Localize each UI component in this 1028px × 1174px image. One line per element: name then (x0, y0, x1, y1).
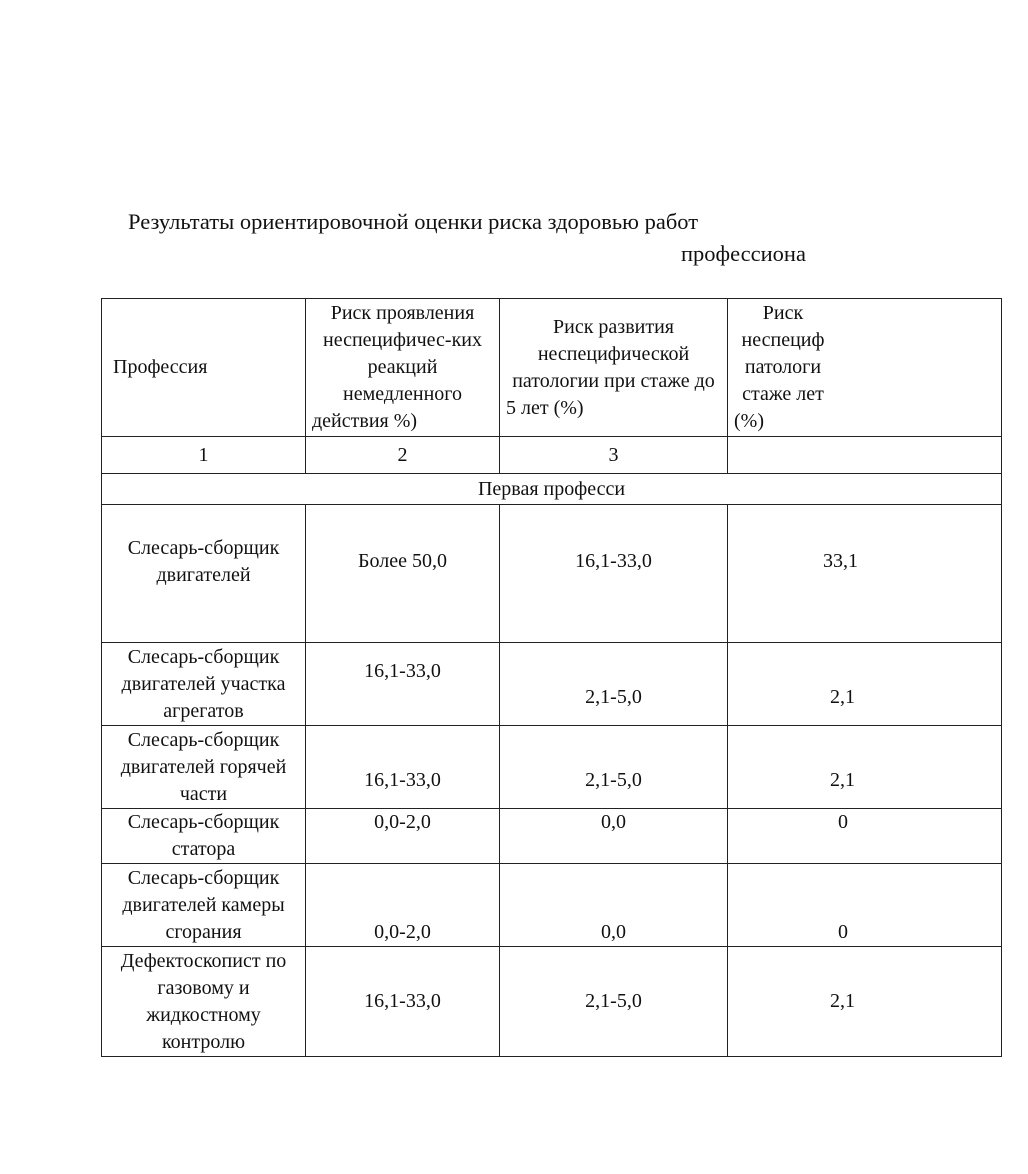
profession-cell: Дефектоскопист по газовому и жидкостному контролю (102, 947, 306, 1057)
value-cell: 0 (728, 864, 1002, 947)
value-cell: 16,1-33,0 (306, 947, 500, 1057)
column-number (728, 437, 1002, 474)
value-cell: 16,1-33,0 (306, 643, 500, 726)
table-row (102, 505, 1002, 643)
value-cell: 0,0-2,0 (306, 809, 500, 864)
header-cell: Риск проявления неспецифичес-ких реакций немедленного действия %) (306, 299, 500, 437)
value-cell: 0,0-2,0 (306, 864, 500, 947)
value-cell: 16,1-33,0 (306, 726, 500, 809)
value-cell: 33,1 (728, 505, 1002, 643)
value-cell: 2,1-5,0 (500, 947, 728, 1057)
document-title: Результаты ориентировочной оценки риска здоровью работ (128, 209, 699, 234)
profession-cell: Слесарь-сборщик двигателей (102, 505, 306, 643)
value-cell: 0,0 (500, 809, 728, 864)
value-cell: Более 50,0 (306, 505, 500, 643)
table-header-row (102, 299, 1002, 437)
table-row (102, 947, 1002, 1057)
document-title-line2: профессиона (681, 241, 806, 266)
profession-cell: Слесарь-сборщик двигателей горячей части (102, 726, 306, 809)
table-row (102, 809, 1002, 864)
value-cell: 2,1-5,0 (500, 643, 728, 726)
profession-cell: Слесарь-сборщик двигателей камеры сгорания (102, 864, 306, 947)
column-number: 2 (306, 437, 500, 474)
column-number: 1 (102, 437, 306, 474)
value-cell: 2,1-5,0 (500, 726, 728, 809)
header-cell: Риск развития неспецифической патологии при стаже до 5 лет (%) (500, 299, 728, 437)
value-cell: 2,1 (728, 947, 1002, 1057)
value-cell: 16,1-33,0 (500, 505, 728, 643)
profession-cell: Слесарь-сборщик статора (102, 809, 306, 864)
column-number-row (102, 437, 1002, 474)
profession-cell: Слесарь-сборщик двигателей участка агрегатов (102, 643, 306, 726)
value-cell: 2,1 (728, 643, 1002, 726)
table-row (102, 864, 1002, 947)
table-row (102, 643, 1002, 726)
column-number: 3 (500, 437, 728, 474)
risk-table (101, 298, 1002, 1057)
value-cell: 0,0 (500, 864, 728, 947)
section-title: Первая професси (102, 474, 1002, 505)
table-row (102, 726, 1002, 809)
header-cell: Риск неспециф патологи стаже лет (%) (728, 299, 1002, 437)
section-row (102, 474, 1002, 505)
value-cell: 0 (728, 809, 1002, 864)
header-cell: Профессия (102, 299, 306, 437)
value-cell: 2,1 (728, 726, 1002, 809)
